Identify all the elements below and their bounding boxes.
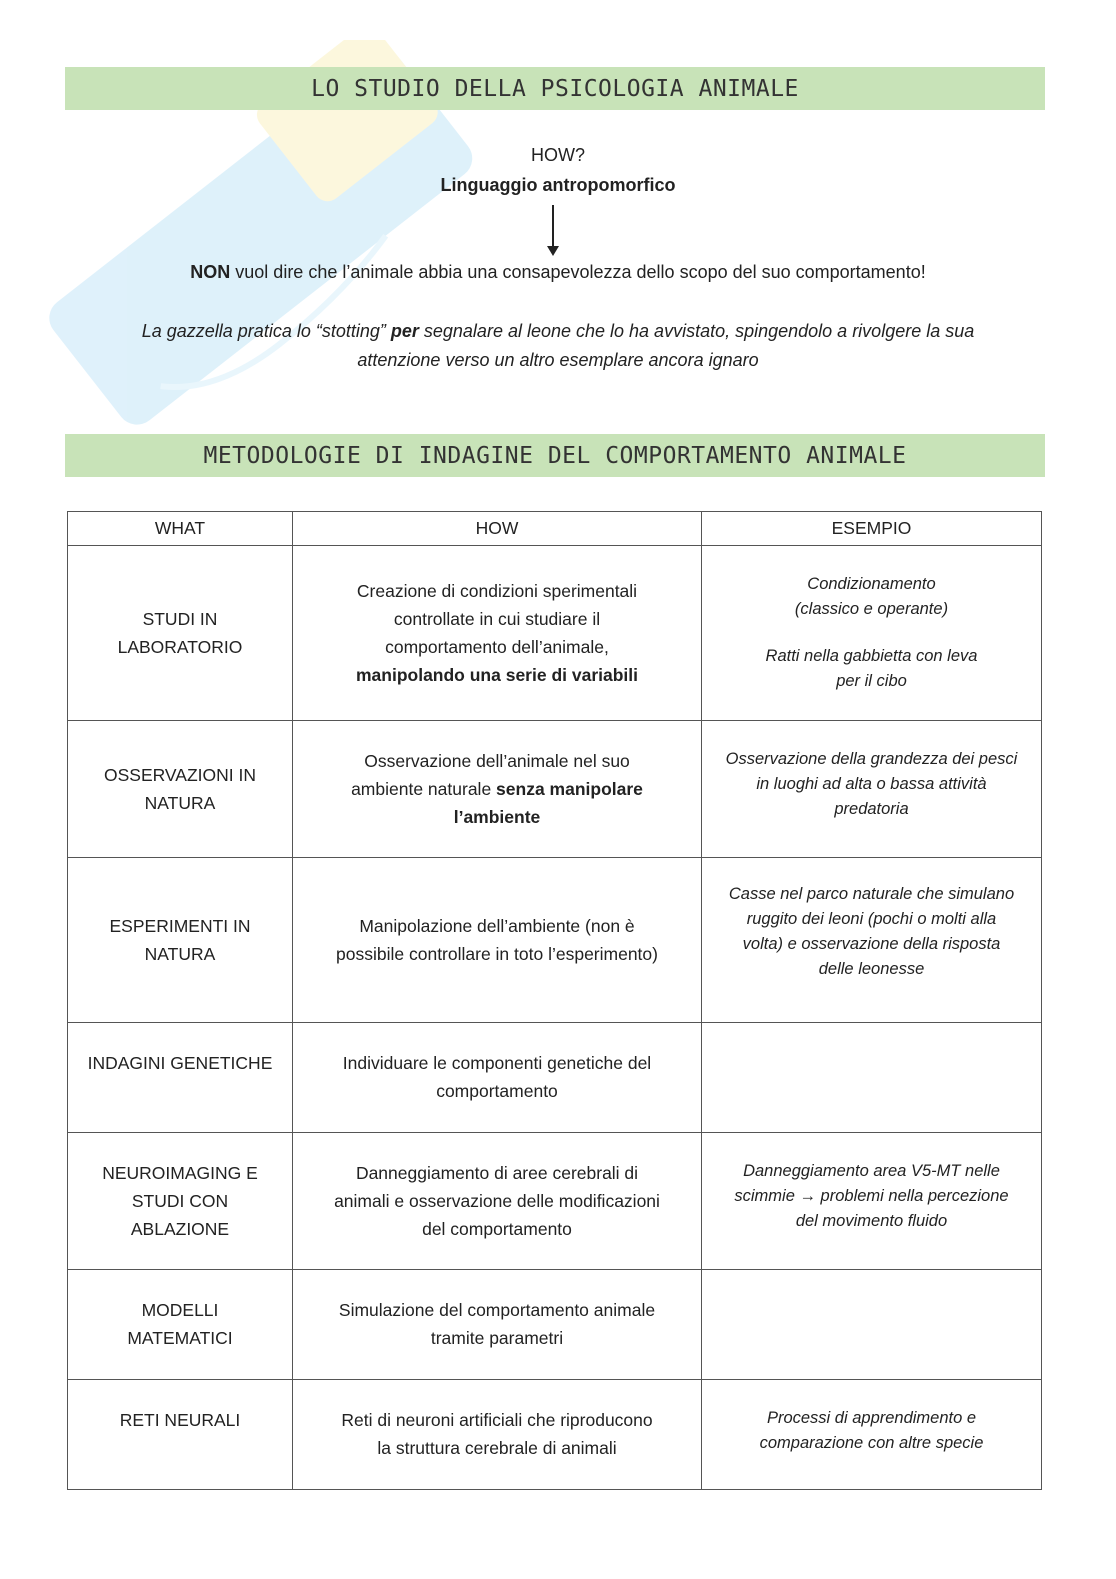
- cell-text: controllate in cui studiare il: [393, 609, 601, 629]
- cell-text: MODELLI: [141, 1300, 219, 1320]
- cell-text: comparazione con altre specie: [759, 1434, 984, 1452]
- cell-how: [293, 1133, 702, 1270]
- cell-text: scimmie → problemi nella percezione: [734, 1187, 1009, 1205]
- table-row: [68, 546, 1042, 721]
- cell-text: RETI NEURALI: [119, 1410, 241, 1430]
- cell-text: comportamento dell’animale,: [385, 637, 609, 657]
- cell-text: NEUROIMAGING E: [102, 1163, 258, 1183]
- cell-text: la struttura cerebrale di animali: [377, 1438, 617, 1458]
- how-label: HOW?: [531, 145, 585, 165]
- cell-text: volta) e osservazione della risposta: [742, 935, 1001, 953]
- cell-what: [68, 1023, 293, 1133]
- cell-what: [68, 1270, 293, 1380]
- cell-text: NATURA: [144, 944, 216, 964]
- example-line-1: [0, 321, 1116, 342]
- note-text: [0, 262, 1116, 283]
- cell-text: Manipolazione dell’ambiente (non è: [359, 916, 635, 936]
- cell-text: Condizionamento: [807, 575, 936, 593]
- cell-text: del movimento fluido: [795, 1212, 948, 1230]
- cell-text: Ratti nella gabbietta con leva: [765, 647, 978, 665]
- method-label: Linguaggio antropomorfico: [440, 175, 676, 195]
- cell-text: animali e osservazione delle modificazioni: [334, 1191, 660, 1211]
- cell-text: MATEMATICI: [127, 1328, 233, 1348]
- cell-how: [293, 1023, 702, 1133]
- table-row: [68, 1023, 1042, 1133]
- table-header-row: [68, 512, 1042, 546]
- cell-esempio: [702, 721, 1042, 858]
- cell-esempio-empty: [702, 1270, 1042, 1380]
- down-arrow-icon: [552, 205, 554, 249]
- table-row: [68, 858, 1042, 1023]
- table-row: [68, 721, 1042, 858]
- cell-text-bold: senza manipolare: [496, 779, 643, 799]
- cell-text: Creazione di condizioni sperimentali: [356, 581, 638, 601]
- cell-how: [293, 721, 702, 858]
- note-bold: NON: [190, 262, 231, 282]
- cell-how: [293, 858, 702, 1023]
- note-rest: vuol dire che l’animale abbia una consapevolezza dello scopo del suo comportamento!: [230, 262, 926, 282]
- example-part1: La gazzella pratica lo “stotting”: [141, 321, 391, 341]
- cell-what: [68, 1133, 293, 1270]
- cell-how: [293, 546, 702, 721]
- cell-text: LABORATORIO: [117, 637, 243, 657]
- section-title-metodologie: METODOLOGIE DI INDAGINE DEL COMPORTAMENTO ANIMALE: [65, 434, 1045, 477]
- header-esempio: ESEMPIO: [702, 512, 1042, 546]
- cell-text: STUDI CON: [131, 1191, 229, 1211]
- cell-esempio: [702, 1133, 1042, 1270]
- cell-what: [68, 721, 293, 858]
- cell-how: [293, 1380, 702, 1490]
- example-line-2: attenzione verso un altro esemplare ancora ignaro: [357, 350, 759, 370]
- cell-text: ruggito dei leoni (pochi o molti alla: [746, 910, 997, 928]
- cell-text-bold: l’ambiente: [453, 807, 541, 827]
- cell-text: per il cibo: [836, 672, 907, 690]
- cell-text: delle leonesse: [818, 960, 925, 978]
- header-how: HOW: [293, 512, 702, 546]
- cell-text: Processi di apprendimento e: [766, 1409, 977, 1427]
- cell-text: (classico e operante): [794, 600, 949, 618]
- cell-text: predatoria: [834, 800, 909, 818]
- cell-esempio: [702, 1380, 1042, 1490]
- cell-text: INDAGINI GENETICHE: [87, 1053, 273, 1073]
- cell-text: Osservazione dell’animale nel suo: [364, 751, 630, 771]
- cell-text-mixed: [303, 775, 691, 803]
- methods-table: [67, 511, 1042, 1490]
- section-title-psicologia: LO STUDIO DELLA PSICOLOGIA ANIMALE: [65, 67, 1045, 110]
- table-row: [68, 1380, 1042, 1490]
- cell-how: [293, 1270, 702, 1380]
- header-what: WHAT: [68, 512, 293, 546]
- cell-what: [68, 546, 293, 721]
- cell-text: possibile controllare in toto l’esperimento): [336, 944, 658, 964]
- cell-text: in luoghi ad alta o bassa attività: [756, 775, 987, 793]
- cell-what: [68, 1380, 293, 1490]
- arrow-head-icon: [547, 246, 559, 256]
- cell-text: ESPERIMENTI IN: [109, 916, 251, 936]
- table-row: [68, 1270, 1042, 1380]
- cell-text: tramite parametri: [430, 1328, 564, 1348]
- cell-text-bold: manipolando una serie di variabili: [355, 665, 639, 685]
- cell-text: comportamento: [436, 1081, 558, 1101]
- cell-text: Simulazione del comportamento animale: [338, 1300, 656, 1320]
- cell-text: OSSERVAZIONI IN: [103, 765, 257, 785]
- cell-esempio: [702, 858, 1042, 1023]
- cell-text: Individuare le componenti genetiche del: [342, 1053, 652, 1073]
- table-row: [68, 1133, 1042, 1270]
- cell-text: Osservazione della grandezza dei pesci: [725, 750, 1018, 768]
- cell-text: Danneggiamento area V5-MT nelle: [743, 1162, 1000, 1180]
- cell-text: NATURA: [144, 793, 216, 813]
- cell-text: ambiente naturale: [351, 779, 497, 799]
- example-bold: per: [390, 321, 419, 341]
- example-part2: segnalare al leone che lo ha avvistato, spingendolo a rivolgere la sua: [418, 321, 975, 341]
- cell-text: del comportamento: [422, 1219, 572, 1239]
- cell-text: Danneggiamento di aree cerebrali di: [355, 1163, 639, 1183]
- cell-esempio: [702, 546, 1042, 721]
- cell-esempio-empty: [702, 1023, 1042, 1133]
- cell-what: [68, 858, 293, 1023]
- cell-text: Reti di neuroni artificiali che riproducono: [341, 1410, 653, 1430]
- cell-text: STUDI IN: [142, 609, 218, 629]
- cell-text: Casse nel parco naturale che simulano: [728, 885, 1015, 903]
- cell-text: ABLAZIONE: [130, 1219, 230, 1239]
